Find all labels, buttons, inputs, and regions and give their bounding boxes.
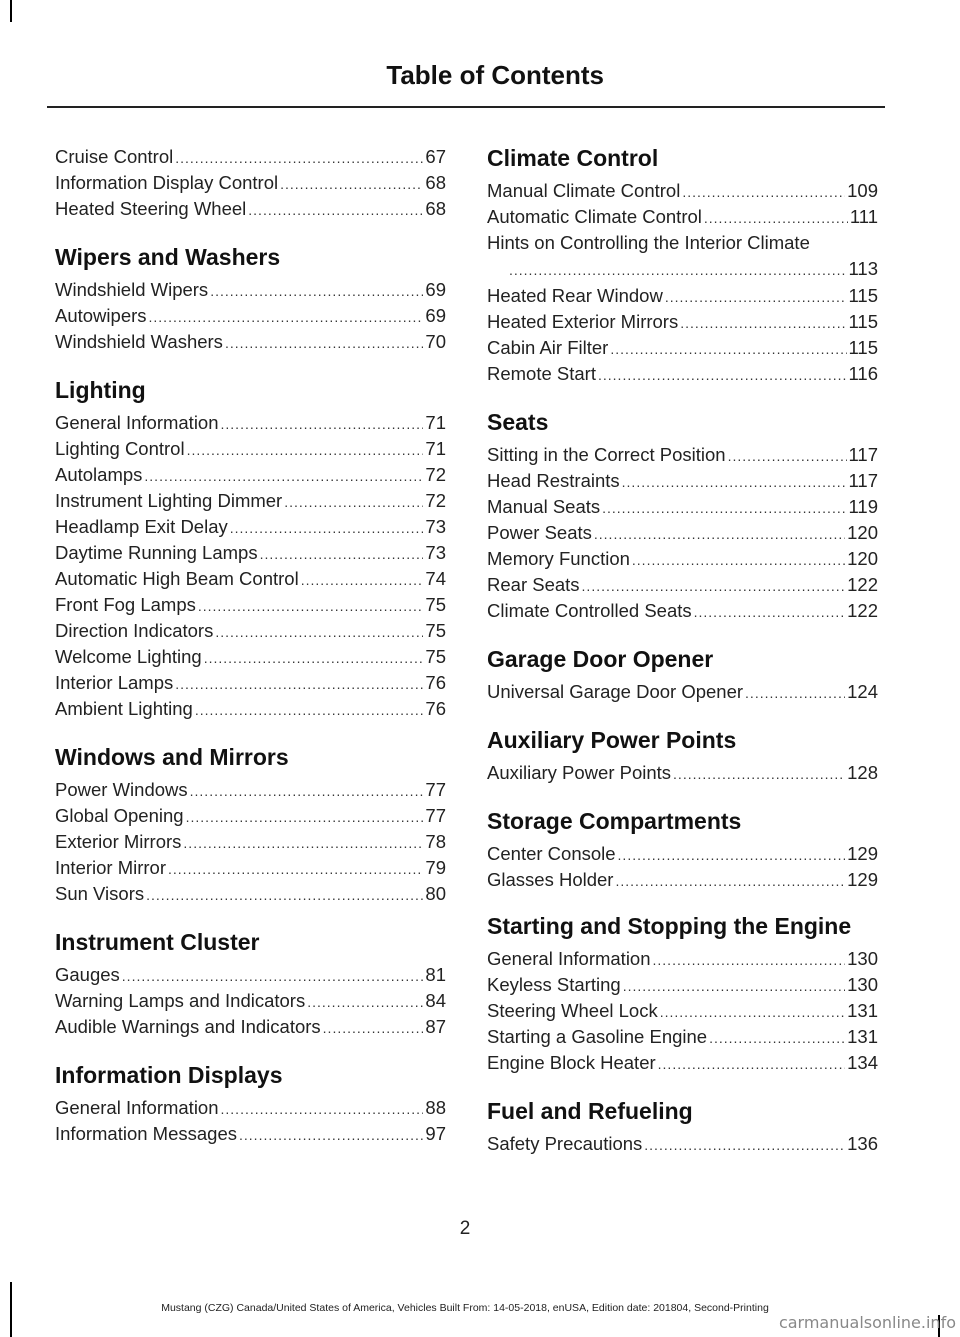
dot-leader [221, 1096, 424, 1122]
toc-entry-title: Exterior Mirrors [55, 831, 182, 852]
toc-entry[interactable] [487, 679, 878, 705]
toc-entry-page: 131 [847, 1026, 878, 1047]
toc-entry-page: 67 [425, 146, 446, 167]
dot-leader [594, 521, 845, 547]
toc-section [55, 743, 446, 907]
toc-entry[interactable] [55, 829, 446, 855]
toc-entry-title: Heated Steering Wheel [55, 198, 247, 219]
toc-entry-page: 77 [425, 805, 446, 826]
dot-leader [623, 973, 845, 999]
dot-leader [260, 541, 424, 567]
toc-entry-title: Audible Warnings and Indicators [55, 1016, 321, 1037]
toc-entry-page: 130 [847, 948, 878, 969]
section-heading: Seats [487, 409, 549, 435]
toc-entry-title: Cruise Control [55, 146, 174, 167]
toc-entry-page: 122 [847, 574, 878, 595]
toc-entry-title: Instrument Lighting Dimmer [55, 490, 283, 511]
toc-entry[interactable] [55, 777, 446, 803]
toc-entry-page: 115 [848, 337, 878, 358]
dot-leader [704, 205, 848, 231]
toc-entry[interactable] [55, 329, 446, 355]
toc-entry-page: 130 [847, 974, 878, 995]
toc-entry[interactable] [55, 855, 446, 881]
toc-entry-page: 68 [425, 172, 446, 193]
toc-entry[interactable] [55, 514, 446, 540]
toc-entry-page: 76 [425, 698, 446, 719]
toc-entry-title: Starting a Gasoline Engine [487, 1026, 708, 1047]
toc-entry[interactable] [55, 696, 446, 722]
toc-entry-title: Global Opening [55, 805, 184, 826]
dot-leader [284, 489, 423, 515]
dot-leader [301, 567, 424, 593]
toc-right-column [487, 144, 878, 1178]
dot-leader [225, 330, 423, 356]
toc-entry-title: Windshield Washers [55, 331, 223, 352]
toc-entry[interactable] [487, 361, 878, 387]
dot-leader [653, 947, 846, 973]
toc-entry-page: 134 [847, 1052, 878, 1073]
toc-entry-page: 115 [848, 311, 878, 332]
dot-leader [602, 495, 846, 521]
dot-leader [658, 1051, 845, 1077]
toc-entry-title: Interior Lamps [55, 672, 174, 693]
toc-entry-page: 80 [425, 883, 446, 904]
toc-entry[interactable] [487, 546, 878, 572]
toc-entry[interactable] [487, 204, 878, 230]
toc-entry-page: 78 [425, 831, 446, 852]
toc-entry-leader-line [487, 256, 878, 283]
dot-leader [680, 310, 846, 336]
dot-leader [239, 1122, 423, 1148]
toc-entry[interactable] [55, 592, 446, 618]
toc-entry[interactable] [55, 462, 446, 488]
toc-entry-title: Rear Seats [487, 574, 580, 595]
toc-entry[interactable] [55, 881, 446, 907]
toc-entry[interactable] [487, 1131, 878, 1157]
section-heading: Climate Control [487, 145, 659, 171]
dot-leader [598, 362, 847, 388]
toc-entry[interactable] [487, 442, 878, 468]
toc-entry[interactable] [55, 436, 446, 462]
dot-leader [618, 842, 846, 868]
dot-leader [673, 761, 845, 787]
toc-entry-title: Information Display Control [55, 172, 279, 193]
toc-entry-title: Daytime Running Lamps [55, 542, 258, 563]
toc-entry-title: Keyless Starting [487, 974, 621, 995]
toc-entry-title: Manual Seats [487, 496, 601, 517]
toc-entry-page: 79 [425, 857, 446, 878]
toc-entry-title: Engine Block Heater [487, 1052, 656, 1073]
toc-entry-title: Front Fog Lamps [55, 594, 196, 615]
toc-entry[interactable] [487, 598, 878, 624]
toc-section [55, 928, 446, 1040]
toc-entry-page: 72 [425, 464, 446, 485]
toc-entry-title: Ambient Lighting [55, 698, 193, 719]
toc-entry[interactable] [55, 566, 446, 592]
toc-entry-page: 117 [848, 470, 878, 491]
toc-entry-title: General Information [487, 948, 651, 969]
toc-left-column [55, 144, 446, 1168]
toc-entry-title: Gauges [55, 964, 120, 985]
toc-entry[interactable] [55, 618, 446, 644]
dot-leader [682, 179, 845, 205]
toc-entry-page: 73 [425, 542, 446, 563]
dot-leader [632, 547, 845, 573]
toc-section [55, 1061, 446, 1147]
toc-section [487, 807, 878, 893]
section-heading: Fuel and Refueling [487, 1098, 693, 1124]
toc-entry-title: Headlamp Exit Delay [55, 516, 228, 537]
toc-entry-page: 75 [425, 620, 446, 641]
dot-leader [582, 573, 846, 599]
toc-entry-page: 88 [425, 1097, 446, 1118]
toc-entry-page: 70 [425, 331, 446, 352]
dot-leader [280, 171, 423, 197]
toc-entry-page: 131 [847, 1000, 878, 1021]
dot-leader [745, 680, 845, 706]
toc-entry[interactable] [55, 170, 446, 196]
dot-leader [728, 443, 847, 469]
toc-entry-title: Memory Function [487, 548, 630, 569]
toc-entry[interactable] [55, 1095, 446, 1121]
toc-entry[interactable] [55, 988, 446, 1014]
dot-leader [168, 856, 423, 882]
dot-leader [248, 197, 423, 223]
toc-entry[interactable] [487, 1024, 878, 1050]
toc-entry-page: 71 [425, 412, 446, 433]
toc-entry-page: 120 [847, 548, 878, 569]
toc-entry-title: Auxiliary Power Points [487, 762, 672, 783]
toc-entry-title: Manual Climate Control [487, 180, 681, 201]
dot-leader [146, 882, 423, 908]
dot-leader [644, 1132, 845, 1158]
dot-leader [509, 257, 847, 283]
toc-entry-title: Sun Visors [55, 883, 145, 904]
toc-entry-page: 113 [848, 258, 878, 279]
toc-entry[interactable] [55, 803, 446, 829]
toc-entry-page: 71 [425, 438, 446, 459]
toc-entry[interactable] [55, 1121, 446, 1147]
toc-entry-page: 77 [425, 779, 446, 800]
toc-entry-page: 84 [425, 990, 446, 1011]
section-heading: Starting and Stopping the Engine [487, 913, 852, 939]
toc-entry-page: 120 [847, 522, 878, 543]
toc-entry-title: Remote Start [487, 363, 596, 384]
toc-section [55, 243, 446, 355]
dot-leader [175, 145, 423, 171]
toc-entry-title: Power Windows [55, 779, 188, 800]
toc-entry-title: Glasses Holder [487, 869, 614, 890]
toc-entry-title: Windshield Wipers [55, 279, 209, 300]
dot-leader [210, 278, 423, 304]
footer-edition-info: Mustang (CZG) Canada/United States of America, Vehicles Built From: 14-05-2018, enUSA, Edition date: 201804, Second-Printing [161, 1302, 769, 1314]
dot-leader [195, 697, 424, 723]
section-heading: Storage Compartments [487, 808, 742, 834]
toc-entry[interactable] [55, 962, 446, 988]
toc-entry-page: 69 [425, 279, 446, 300]
toc-entry-title: Heated Exterior Mirrors [487, 311, 679, 332]
toc-entry[interactable] [55, 540, 446, 566]
dot-leader [660, 999, 845, 1025]
toc-entry[interactable] [487, 468, 878, 494]
toc-entry[interactable] [55, 303, 446, 329]
toc-entry-page: 116 [848, 363, 878, 384]
section-heading: Information Displays [55, 1062, 283, 1088]
toc-entry[interactable] [487, 230, 878, 283]
toc-entry-title: Information Messages [55, 1123, 238, 1144]
toc-entry[interactable] [487, 335, 878, 361]
toc-entry[interactable] [487, 946, 878, 972]
toc-entry[interactable] [55, 488, 446, 514]
toc-entry[interactable] [487, 1050, 878, 1076]
toc-entry-title: Automatic High Beam Control [55, 568, 299, 589]
toc-entry-title: Heated Rear Window [487, 285, 663, 306]
toc-entry[interactable] [487, 309, 878, 335]
toc-entry-title: Steering Wheel Lock [487, 1000, 658, 1021]
toc-entry-title: Hints on Controlling the Interior Climate [487, 232, 810, 253]
toc-entry[interactable] [487, 494, 878, 520]
toc-section [487, 645, 878, 705]
toc-entry-page: 97 [425, 1123, 446, 1144]
toc-section [55, 376, 446, 722]
toc-entry[interactable] [55, 196, 446, 222]
toc-entry[interactable] [55, 277, 446, 303]
toc-entry[interactable] [487, 760, 878, 786]
toc-section [487, 408, 878, 624]
toc-entry-title: Lighting Control [55, 438, 185, 459]
toc-entry-title: Direction Indicators [55, 620, 214, 641]
dot-leader [610, 336, 846, 362]
toc-entry-page: 73 [425, 516, 446, 537]
toc-section [487, 1097, 878, 1157]
dot-leader [307, 989, 423, 1015]
dot-leader [323, 1015, 424, 1041]
section-heading: Lighting [55, 377, 146, 403]
section-heading: Wipers and Washers [55, 244, 281, 270]
toc-entry[interactable] [487, 178, 878, 204]
page-title: Table of Contents [386, 60, 604, 90]
toc-entry-title: Climate Controlled Seats [487, 600, 692, 621]
dot-leader [665, 284, 847, 310]
toc-entry[interactable] [487, 867, 878, 893]
dot-leader [190, 778, 424, 804]
watermark: carmanualsonline.info [778, 1313, 956, 1332]
toc-entry-title: Safety Precautions [487, 1133, 643, 1154]
toc-entry-page: 87 [425, 1016, 446, 1037]
dot-leader [198, 593, 424, 619]
dot-leader [694, 599, 846, 625]
crop-mark-top-left [10, 0, 12, 22]
toc-entry-page: 81 [425, 964, 446, 985]
toc-entry[interactable] [487, 998, 878, 1024]
toc-entry[interactable] [55, 1014, 446, 1040]
page-number: 2 [459, 1218, 471, 1239]
section-heading: Auxiliary Power Points [487, 727, 737, 753]
toc-entry-page: 111 [849, 206, 878, 227]
toc-entry-page: 119 [848, 496, 878, 517]
dot-leader [615, 868, 845, 894]
toc-entry-page: 75 [425, 646, 446, 667]
toc-entry-title: Autolamps [55, 464, 143, 485]
toc-entry-page: 117 [848, 444, 878, 465]
toc-section [55, 144, 446, 222]
dot-leader [183, 830, 423, 856]
toc-entry-page: 129 [847, 843, 878, 864]
dot-leader [149, 304, 424, 330]
toc-entry-title: Universal Garage Door Opener [487, 681, 744, 702]
toc-entry-title: Automatic Climate Control [487, 206, 702, 227]
dot-leader [622, 469, 847, 495]
toc-entry[interactable] [55, 410, 446, 436]
toc-entry-page: 129 [847, 869, 878, 890]
toc-entry-title: Power Seats [487, 522, 592, 543]
toc-entry-page: 76 [425, 672, 446, 693]
toc-entry-title: Autowipers [55, 305, 147, 326]
toc-entry-page: 68 [425, 198, 446, 219]
dot-leader [221, 411, 424, 437]
toc-entry[interactable] [487, 841, 878, 867]
toc-entry-title: General Information [55, 412, 219, 433]
toc-entry-page: 109 [847, 180, 878, 201]
dot-leader [215, 619, 423, 645]
toc-entry-page: 128 [847, 762, 878, 783]
toc-entry[interactable] [487, 520, 878, 546]
toc-section [487, 914, 878, 1076]
toc-entry-page: 75 [425, 594, 446, 615]
toc-entry-page: 122 [847, 600, 878, 621]
section-heading: Instrument Cluster [55, 929, 260, 955]
dot-leader [230, 515, 424, 541]
toc-entry[interactable] [55, 644, 446, 670]
toc-entry[interactable] [487, 572, 878, 598]
toc-section [487, 726, 878, 786]
toc-entry-title: Interior Mirror [55, 857, 167, 878]
toc-entry-title: Center Console [487, 843, 616, 864]
toc-entry-page: 124 [847, 681, 878, 702]
toc-entry-page: 136 [847, 1133, 878, 1154]
section-heading: Garage Door Opener [487, 646, 714, 672]
toc-entry[interactable] [55, 144, 446, 170]
toc-entry[interactable] [55, 670, 446, 696]
toc-entry[interactable] [487, 283, 878, 309]
header-rule [47, 106, 885, 108]
toc-entry-page: 74 [425, 568, 446, 589]
dot-leader [144, 463, 423, 489]
toc-entry[interactable] [487, 972, 878, 998]
toc-section [487, 144, 878, 387]
dot-leader [709, 1025, 845, 1051]
toc-entry-page: 72 [425, 490, 446, 511]
dot-leader [186, 804, 424, 830]
section-heading: Windows and Mirrors [55, 744, 289, 770]
toc-entry-title: General Information [55, 1097, 219, 1118]
toc-entry-title: Cabin Air Filter [487, 337, 609, 358]
toc-entry-title: Warning Lamps and Indicators [55, 990, 306, 1011]
toc-entry-title: Sitting in the Correct Position [487, 444, 726, 465]
toc-entry-title: Head Restraints [487, 470, 620, 491]
dot-leader [175, 671, 423, 697]
toc-entry-page: 115 [848, 285, 878, 306]
dot-leader [122, 963, 424, 989]
dot-leader [204, 645, 424, 671]
toc-entry-page: 69 [425, 305, 446, 326]
toc-entry-title: Welcome Lighting [55, 646, 202, 667]
dot-leader [187, 437, 424, 463]
